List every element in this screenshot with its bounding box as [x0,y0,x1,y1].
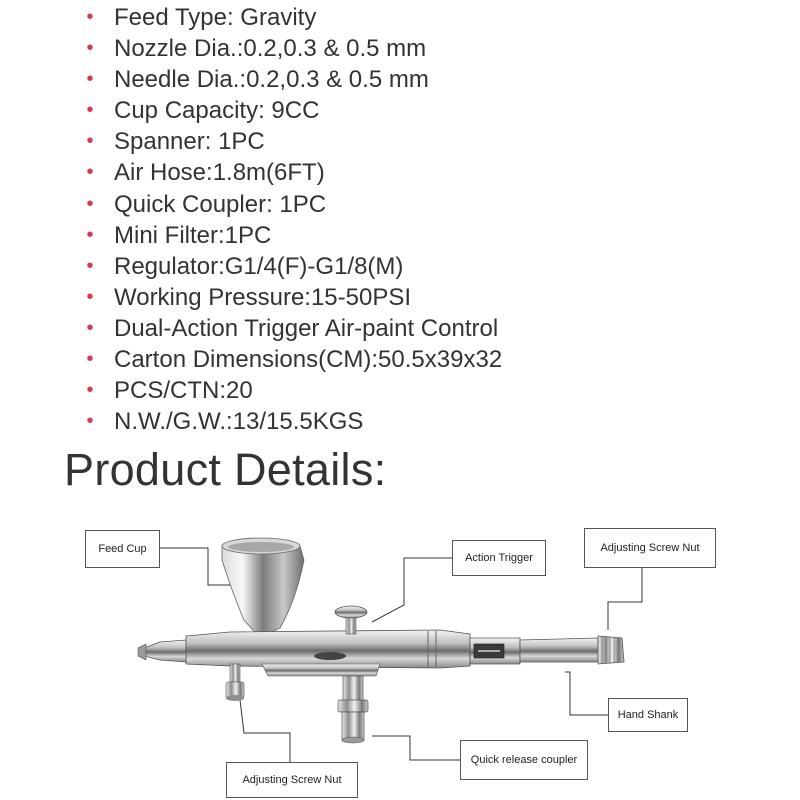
section-heading: Product Details: [64,444,387,495]
bottom-screw-nut-graphic [226,664,244,701]
spec-text: Spanner: 1PC [114,128,265,156]
spec-text: Air Hose:1.8m(6FT) [114,159,325,187]
spec-text: Needle Dia.:0.2,0.3 & 0.5 mm [114,66,429,94]
feed-cup-graphic [222,538,304,638]
spec-text: Feed Type: Gravity [114,4,317,31]
bullet-icon: • [86,348,94,371]
bullet-icon: • [86,37,94,60]
callout-quick-release-coupler [460,740,588,780]
spec-text: Quick Coupler: 1PC [114,190,327,218]
spec-text: Carton Dimensions(CM):50.5x39x32 [114,346,503,374]
spec-item [84,2,502,33]
callout-adjusting-screw-nut-top [584,528,716,568]
spec-text: Dual-Action Trigger Air-paint Control [114,314,499,342]
callout-feed-cup [85,530,160,568]
bullet-icon: • [86,410,94,433]
spec-item [84,313,502,344]
callout-adjusting-screw-nut-top-label: Adjusting Screw Nut [600,542,700,554]
spec-text: Mini Filter:1PC [114,221,272,249]
callout-adjusting-screw-nut-bottom [226,762,358,798]
bullet-icon: • [86,379,94,402]
bullet-icon: • [86,68,94,91]
callout-feed-cup-label: Feed Cup [98,543,147,555]
coupler-graphic [338,676,368,743]
callout-hand-shank-label: Hand Shank [617,709,679,721]
spec-item [84,64,502,95]
spec-list [84,2,502,437]
spec-item [84,282,502,313]
spec-text: Regulator:G1/4(F)-G1/8(M) [114,252,404,280]
trigger-graphic [335,606,367,634]
bullet-icon: • [86,130,94,153]
bullet-icon: • [86,316,94,339]
spec-item [84,33,502,64]
spec-text: N.W./G.W.:13/15.5KGS [114,408,364,436]
spec-item [84,220,502,251]
spec-text: Cup Capacity: 9CC [114,97,320,125]
bullet-icon: • [86,99,94,122]
spec-item [84,344,502,375]
spec-item [84,189,502,220]
airbrush-body-graphic [138,630,624,676]
spec-item [84,375,502,406]
spec-item [84,251,502,282]
callout-quick-release-coupler-label: Quick release coupler [470,754,578,766]
callout-action-trigger-label: Action Trigger [465,552,533,564]
spec-text: Nozzle Dia.:0.2,0.3 & 0.5 mm [114,35,427,63]
spec-text: PCS/CTN:20 [114,377,253,405]
bullet-icon: • [86,6,94,28]
callout-hand-shank [608,698,688,732]
spec-item [84,126,502,157]
bullet-icon: • [86,161,94,184]
spec-item [84,95,502,126]
bullet-icon: • [86,285,94,308]
callout-action-trigger [452,540,546,576]
spec-text: Working Pressure:15-50PSI [114,283,412,311]
callout-adjusting-screw-nut-bottom-label: Adjusting Screw Nut [242,774,342,786]
spec-item [84,406,502,437]
spec-item [84,157,502,188]
bullet-icon: • [86,254,94,277]
bullet-icon: • [86,223,94,246]
bullet-icon: • [86,192,94,215]
